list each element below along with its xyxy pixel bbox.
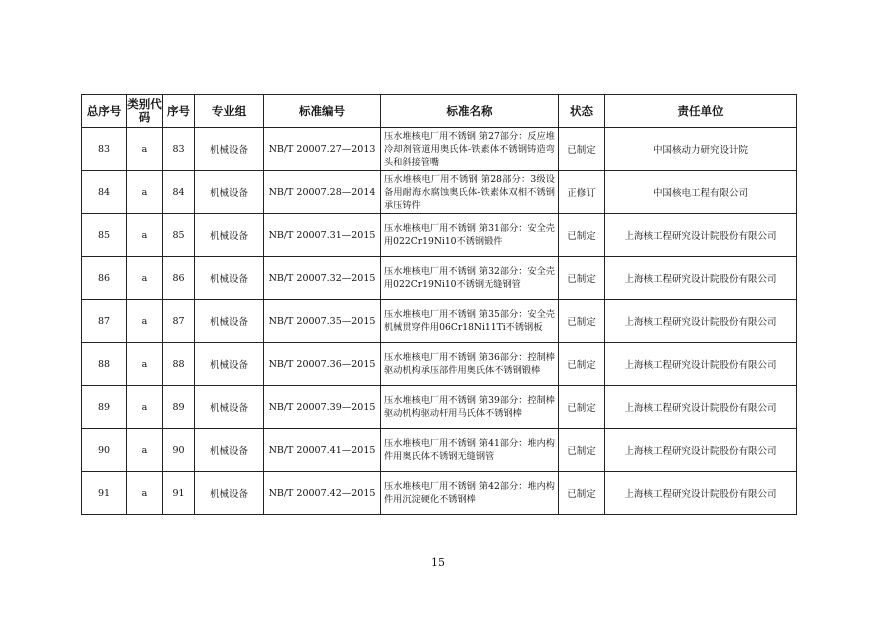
cell-seq-no: 87 (163, 300, 195, 343)
cell-category-code: a (127, 472, 163, 515)
table-body (82, 128, 797, 515)
cell-specialty-group: 机械设备 (195, 472, 264, 515)
cell-total-no: 86 (82, 257, 127, 300)
table-header (82, 95, 797, 128)
cell-total-no: 90 (82, 429, 127, 472)
cell-status: 已制定 (559, 128, 605, 171)
cell-status: 已制定 (559, 257, 605, 300)
cell-seq-no: 83 (163, 128, 195, 171)
cell-standard-number: NB/T 20007.39—2015 (264, 386, 381, 429)
cell-standard-number: NB/T 20007.31—2015 (264, 214, 381, 257)
cell-responsible-unit: 中国核动力研究设计院 (605, 128, 797, 171)
standards-table (81, 94, 797, 515)
table-row (82, 214, 797, 257)
page-number: 15 (431, 556, 445, 569)
cell-seq-no: 85 (163, 214, 195, 257)
cell-category-code: a (127, 343, 163, 386)
table-row (82, 429, 797, 472)
cell-standard-name: 压水堆核电厂用不锈钢 第39部分：控制棒驱动机构驱动杆用马氏体不锈钢棒 (381, 386, 559, 429)
cell-status: 已制定 (559, 386, 605, 429)
cell-specialty-group: 机械设备 (195, 386, 264, 429)
cell-standard-name: 压水堆核电厂用不锈钢 第35部分：安全壳机械贯穿件用06Cr18Ni11Ti不锈钢板 (381, 300, 559, 343)
cell-category-code: a (127, 429, 163, 472)
cell-total-no: 84 (82, 171, 127, 214)
cell-standard-name: 压水堆核电厂用不锈钢 第32部分：安全壳用022Cr19Ni10不锈钢无缝钢管 (381, 257, 559, 300)
cell-responsible-unit: 中国核电工程有限公司 (605, 171, 797, 214)
cell-standard-number: NB/T 20007.42—2015 (264, 472, 381, 515)
cell-standard-number: NB/T 20007.27—2013 (264, 128, 381, 171)
cell-responsible-unit: 上海核工程研究设计院股份有限公司 (605, 343, 797, 386)
col-total-no: 总序号 (82, 95, 127, 128)
cell-total-no: 83 (82, 128, 127, 171)
cell-seq-no: 90 (163, 429, 195, 472)
cell-specialty-group: 机械设备 (195, 343, 264, 386)
col-category-code: 类别代码 (127, 95, 163, 128)
cell-seq-no: 86 (163, 257, 195, 300)
cell-status: 正修订 (559, 171, 605, 214)
cell-category-code: a (127, 171, 163, 214)
cell-standard-name: 压水堆核电厂用不锈钢 第41部分：堆内构件用奥氏体不锈钢无缝钢管 (381, 429, 559, 472)
cell-standard-name: 压水堆核电厂用不锈钢 第27部分：反应堆冷却剂管道用奥氏体-铁素体不锈钢铸造弯头和斜接管嘴 (381, 128, 559, 171)
cell-standard-name: 压水堆核电厂用不锈钢 第31部分：安全壳用022Cr19Ni10不锈钢锻件 (381, 214, 559, 257)
cell-responsible-unit: 上海核工程研究设计院股份有限公司 (605, 472, 797, 515)
cell-specialty-group: 机械设备 (195, 257, 264, 300)
table-row (82, 257, 797, 300)
cell-standard-number: NB/T 20007.35—2015 (264, 300, 381, 343)
cell-status: 已制定 (559, 214, 605, 257)
cell-seq-no: 89 (163, 386, 195, 429)
cell-specialty-group: 机械设备 (195, 128, 264, 171)
cell-seq-no: 91 (163, 472, 195, 515)
col-responsible-unit: 责任单位 (605, 95, 797, 128)
cell-status: 已制定 (559, 472, 605, 515)
cell-total-no: 85 (82, 214, 127, 257)
table-row (82, 386, 797, 429)
cell-category-code: a (127, 214, 163, 257)
cell-total-no: 87 (82, 300, 127, 343)
cell-standard-number: NB/T 20007.36—2015 (264, 343, 381, 386)
cell-status: 已制定 (559, 300, 605, 343)
cell-total-no: 91 (82, 472, 127, 515)
cell-standard-number: NB/T 20007.28—2014 (264, 171, 381, 214)
cell-category-code: a (127, 257, 163, 300)
cell-category-code: a (127, 386, 163, 429)
table-row (82, 171, 797, 214)
table-row (82, 300, 797, 343)
cell-total-no: 89 (82, 386, 127, 429)
cell-status: 已制定 (559, 343, 605, 386)
cell-standard-name: 压水堆核电厂用不锈钢 第36部分：控制棒驱动机构承压部件用奥氏体不锈钢锻棒 (381, 343, 559, 386)
cell-standard-number: NB/T 20007.32—2015 (264, 257, 381, 300)
cell-standard-name: 压水堆核电厂用不锈钢 第42部分：堆内构件用沉淀硬化不锈钢棒 (381, 472, 559, 515)
cell-category-code: a (127, 128, 163, 171)
cell-responsible-unit: 上海核工程研究设计院股份有限公司 (605, 386, 797, 429)
col-specialty-group: 专业组 (195, 95, 264, 128)
cell-responsible-unit: 上海核工程研究设计院股份有限公司 (605, 257, 797, 300)
col-status: 状态 (559, 95, 605, 128)
cell-status: 已制定 (559, 429, 605, 472)
cell-category-code: a (127, 300, 163, 343)
header-row (82, 95, 797, 128)
cell-specialty-group: 机械设备 (195, 429, 264, 472)
cell-responsible-unit: 上海核工程研究设计院股份有限公司 (605, 214, 797, 257)
cell-standard-number: NB/T 20007.41—2015 (264, 429, 381, 472)
col-standard-name: 标准名称 (381, 95, 559, 128)
cell-specialty-group: 机械设备 (195, 214, 264, 257)
cell-specialty-group: 机械设备 (195, 300, 264, 343)
cell-standard-name: 压水堆核电厂用不锈钢 第28部分：3级设备用耐海水腐蚀奥氏体-铁素体双相不锈钢承压铸件 (381, 171, 559, 214)
table-row (82, 343, 797, 386)
cell-seq-no: 84 (163, 171, 195, 214)
cell-seq-no: 88 (163, 343, 195, 386)
table-row (82, 472, 797, 515)
table-row (82, 128, 797, 171)
col-standard-number: 标准编号 (264, 95, 381, 128)
cell-specialty-group: 机械设备 (195, 171, 264, 214)
col-seq-no: 序号 (163, 95, 195, 128)
cell-responsible-unit: 上海核工程研究设计院股份有限公司 (605, 300, 797, 343)
cell-total-no: 88 (82, 343, 127, 386)
cell-responsible-unit: 上海核工程研究设计院股份有限公司 (605, 429, 797, 472)
